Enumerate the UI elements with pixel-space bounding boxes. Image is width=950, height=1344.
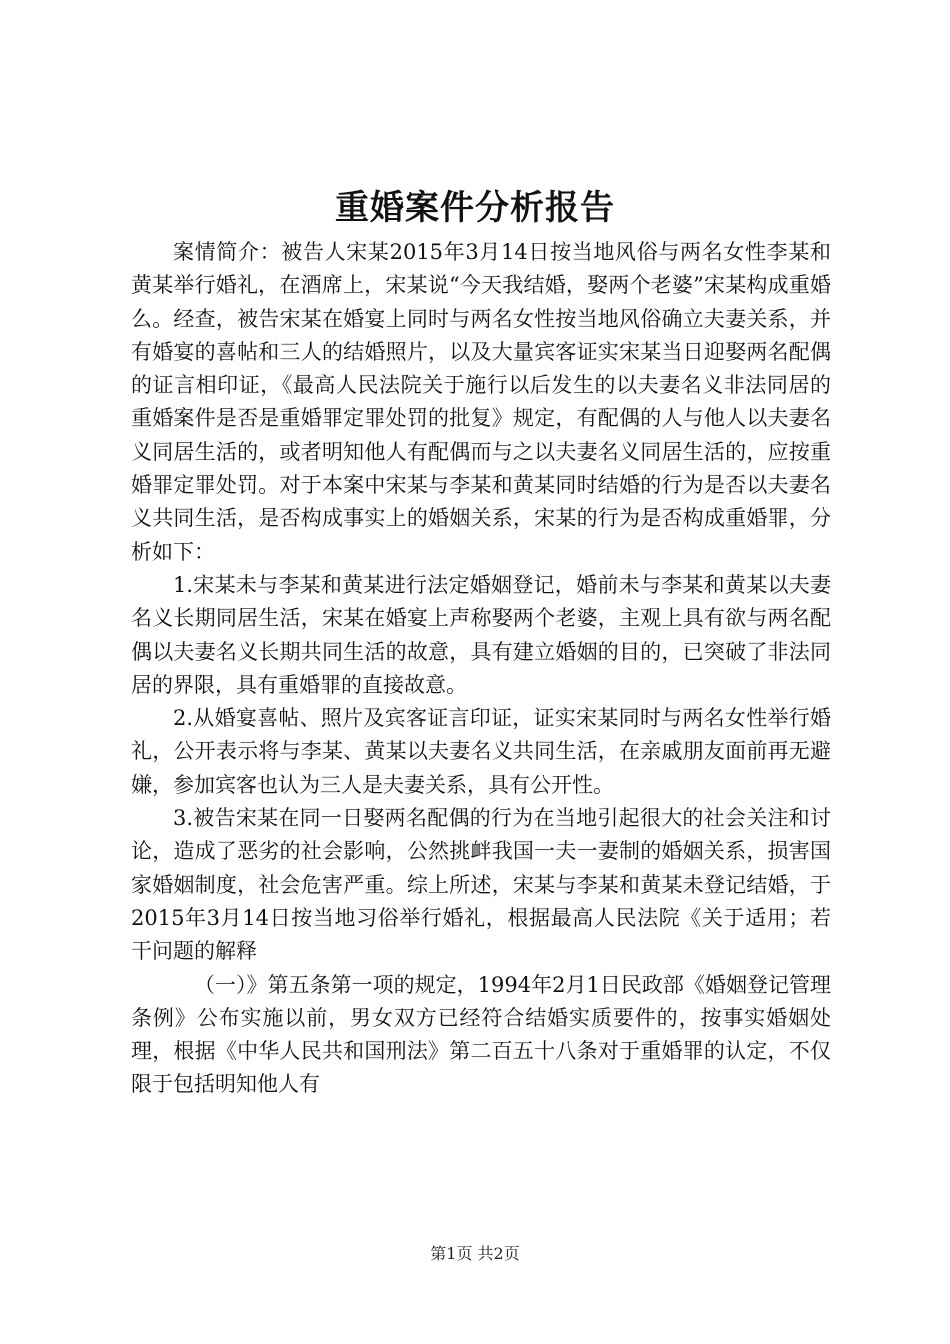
paragraph-point-2: 2.从婚宴喜帖、照片及宾客证言印证，证实宋某同时与两名女性举行婚礼，公开表示将与李某、黄某以夫妻名义共同生活，在亲戚朋友面前再无避嫌，参加宾客也认为三人是夫妻关系，具有公开性。	[131, 706, 831, 797]
paragraph-point-1: 1.宋某未与李某和黄某进行法定婚姻登记，婚前未与李某和黄某以夫妻名义长期同居生活，宋某在婚宴上声称娶两个老婆，主观上具有欲与两名配偶以夫妻名义长期共同生活的故意，具有建立婚姻的目的，已突破了非法同居的界限，具有重婚罪的直接故意。	[131, 572, 831, 697]
paragraph-case-summary: 案情简介：被告人宋某2015年3月14日按当地风俗与两名女性李某和黄某举行婚礼，在酒席上，宋某说“今天我结婚，娶两个老婆”宋某构成重婚么。经查，被告宋某在婚宴上同时与两名女性按当地风俗确立夫妻关系，并有婚宴的喜帖和三人的结婚照片，以及大量宾客证实宋某当日迎娶两名配偶的证言相印证，《最高人民法院关于施行以后发生的以夫妻名义非法同居的重婚案件是否是重婚罪定罪处罚的批复》规定，有配偶的人与他人以夫妻名义同居生活的，或者明知他人有配偶而与之以夫妻名义同居生活的，应按重婚罪定罪处罚。对于本案中宋某与李某和黄某同时结婚的行为是否以夫妻名义共同生活，是否构成事实上的婚姻关系，宋某的行为是否构成重婚罪，分析如下：	[131, 240, 831, 564]
paragraph-point-3: 3.被告宋某在同一日娶两名配偶的行为在当地引起很大的社会关注和讨论，造成了恶劣的社会影响，公然挑衅我国一夫一妻制的婚姻关系，损害国家婚姻制度，社会危害严重。综上所述，宋某与李某和黄某未登记结婚，于2015年3月14日按当地习俗举行婚礼，根据最高人民法院《关于适用；若干问题的解释	[131, 806, 831, 964]
page-footer: 第1页 共2页	[430, 1244, 520, 1263]
document-title: 重婚案件分析报告	[335, 188, 615, 228]
paragraph-continuation: （一）》第五条第一项的规定，1994年2月1日民政部《婚姻登记管理条例》公布实施以前，男女双方已经符合结婚实质要件的，按事实婚姻处理，根据《中华人民共和国刑法》第二百五十八条对于重婚罪的认定，不仅限于包括明知他人有	[131, 972, 831, 1097]
document-body	[131, 236, 831, 1102]
